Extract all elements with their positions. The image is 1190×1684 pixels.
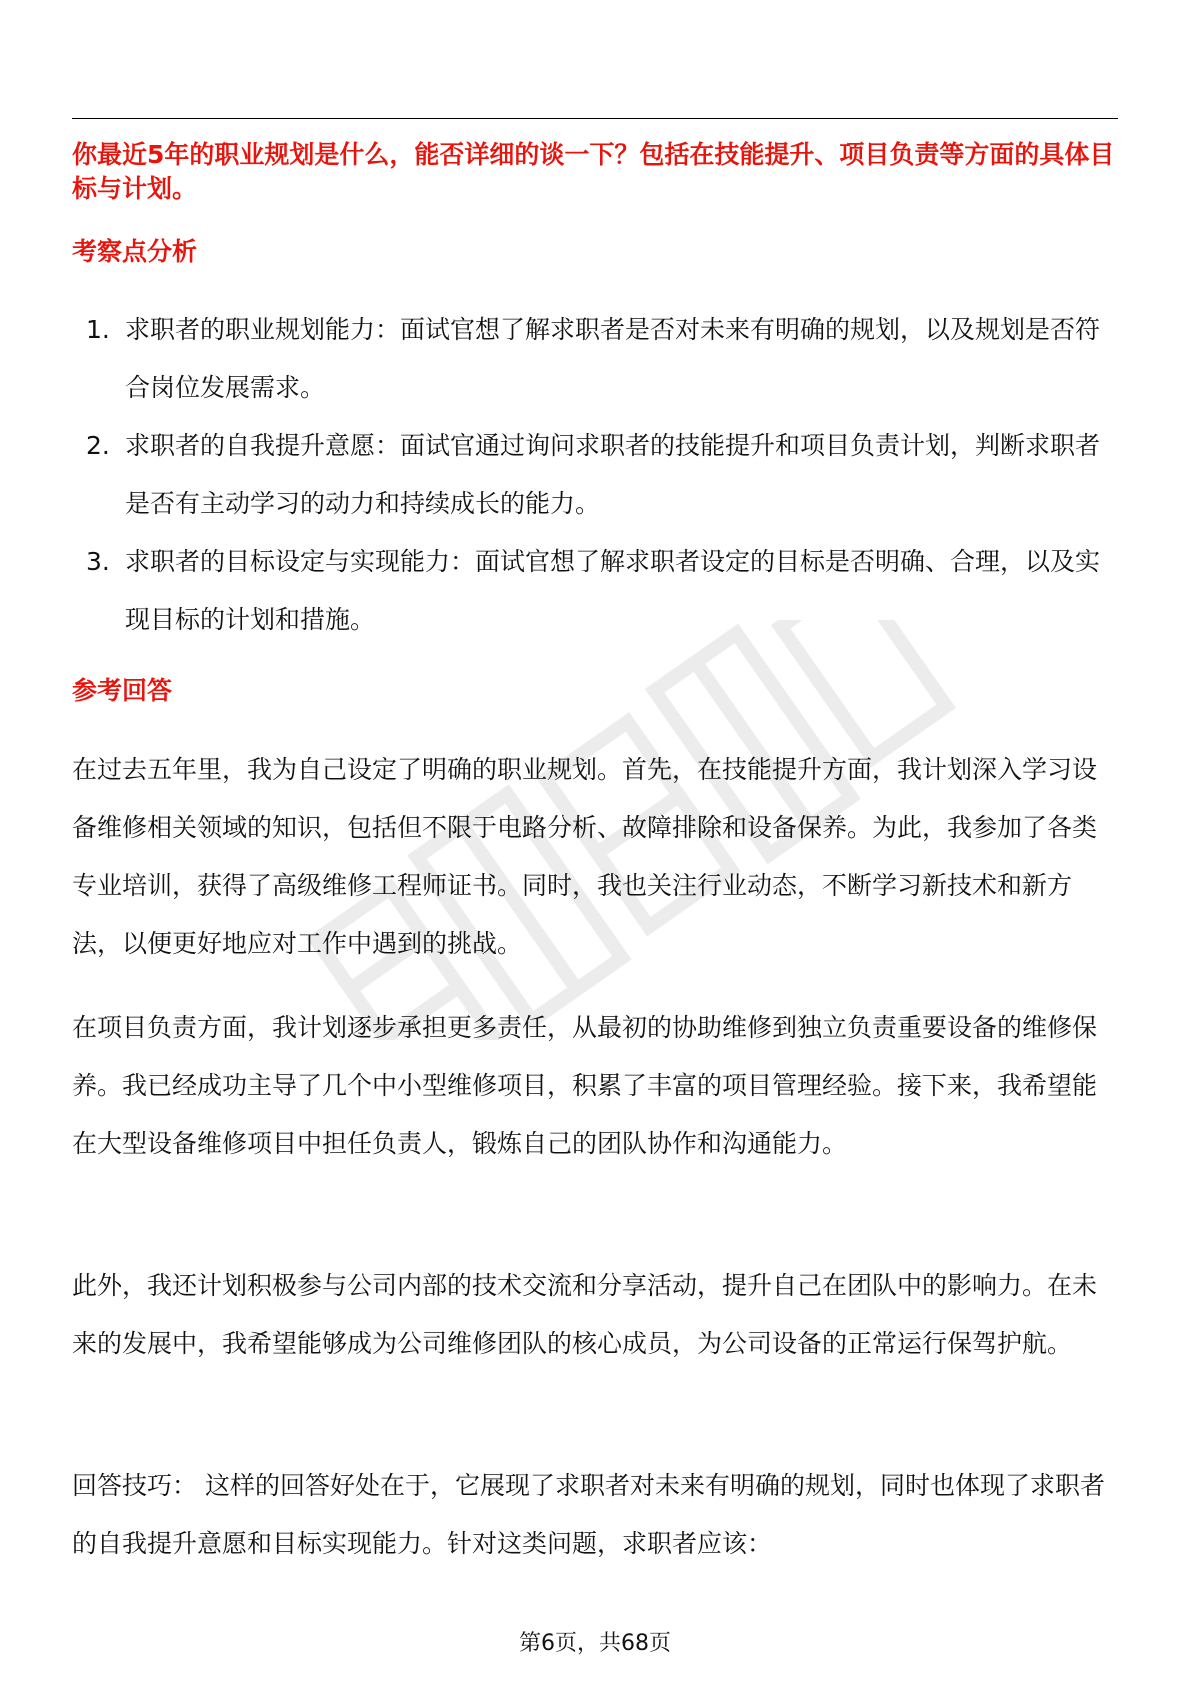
list-text: 求职者的目标设定与实现能力：面试官想了解求职者设定的目标是否明确、合理，以及实现目标的计划和措施。 xyxy=(125,547,1101,634)
analysis-points xyxy=(72,301,1118,649)
list-text: 求职者的职业规划能力：面试官想了解求职者是否对未来有明确的规划，以及规划是否符合岗位发展需求。 xyxy=(125,315,1101,402)
header-rule xyxy=(72,118,1118,119)
list-number: 1. xyxy=(86,315,110,344)
page-number: 第6页，共68页 xyxy=(519,1631,671,1656)
answer-tips-paragraph: 回答技巧： 这样的回答好处在于，它展现了求职者对未来有明确的规划，同时也体现了求职者的自我提升意愿和目标实现能力。针对这类问题，求职者应该： xyxy=(72,1471,1105,1558)
list-number: 2. xyxy=(86,431,110,460)
analysis-title: 考察点分析 xyxy=(72,237,198,266)
list-item xyxy=(72,301,1118,417)
list-item xyxy=(72,417,1118,533)
question-heading: 你最近5年的职业规划是什么，能否详细的谈一下？包括在技能提升、项目负责等方面的具体目标与计划。 xyxy=(72,140,1115,203)
answer-title: 参考回答 xyxy=(72,676,173,705)
answer-paragraph: 在项目负责方面，我计划逐步承担更多责任，从最初的协助维修到独立负责重要设备的维修保养。我已经成功主导了几个中小型维修项目，积累了丰富的项目管理经验。接下来，我希望能在大型设备维修项目中担任负责人，锻炼自己的团队协作和沟通能力。 xyxy=(72,1013,1098,1158)
answer-paragraph: 在过去五年里，我为自己设定了明确的职业规划。首先，在技能提升方面，我计划深入学习设备维修相关领域的知识，包括但不限于电路分析、故障排除和设备保养。为此，我参加了各类专业培训，获得了高级维修工程师证书。同时，我也关注行业动态，不断学习新技术和新方法，以便更好地应对工作中遇到的挑战。 xyxy=(72,755,1098,958)
list-item xyxy=(72,533,1118,649)
list-text: 求职者的自我提升意愿：面试官通过询问求职者的技能提升和项目负责计划，判断求职者是否有主动学习的动力和持续成长的能力。 xyxy=(125,431,1101,518)
answer-paragraph: 此外，我还计划积极参与公司内部的技术交流和分享活动，提升自己在团队中的影响力。在未来的发展中，我希望能够成为公司维修团队的核心成员，为公司设备的正常运行保驾护航。 xyxy=(72,1271,1098,1358)
list-number: 3. xyxy=(86,547,110,576)
